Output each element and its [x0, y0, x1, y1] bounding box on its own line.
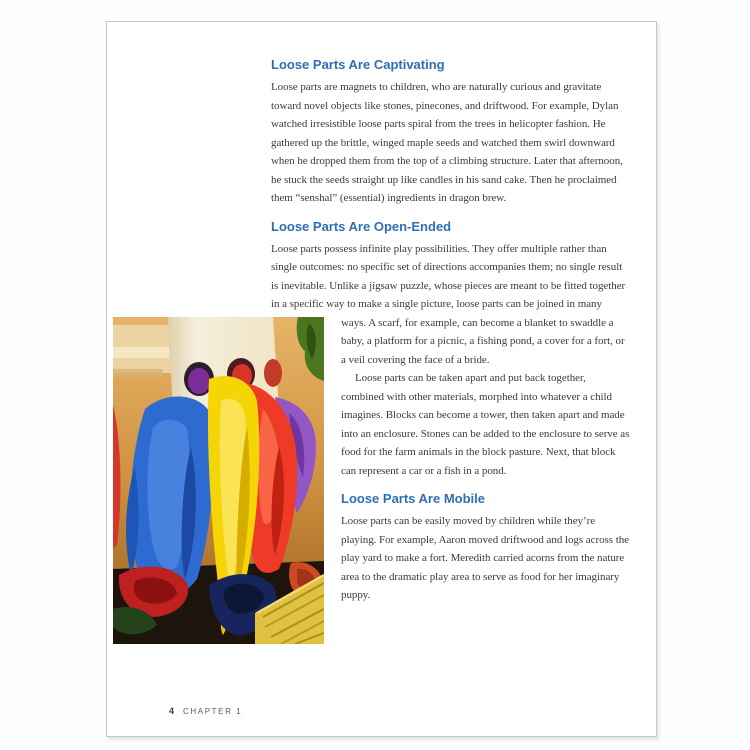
- paragraph-captivating: Loose parts are magnets to children, who are naturally curious and gravitate toward novel objects like stones, pinecones, and driftwood. For example, Dylan watched irresistible loose parts spiral from the trees in helicopter fashion. He gathered up the brittle, winged maple seeds and watched them swirl downward when he dropped them from the top of a climbing structure. Later that afternoon, he stuck the seeds straight up like candles in his sand cake. Then he proclaimed them “senshal” (essential) ingredients in dragon brew.: [271, 81, 623, 204]
- page-footer: [169, 706, 242, 716]
- section-heading-open-ended: Loose Parts Are Open-Ended: [271, 218, 452, 234]
- chapter-label: CHAPTER 1: [183, 707, 243, 716]
- text-wrap-zone: [271, 314, 631, 605]
- section-heading-captivating: Loose Parts Are Captivating: [271, 57, 445, 72]
- section-heading-mobile: Loose Parts Are Mobile: [341, 491, 485, 506]
- scarves-photo-art: [113, 317, 324, 644]
- paragraph-mobile: Loose parts can be easily moved by children while they’re playing. For example, Aaron moved driftwood and logs across the play yard to make a fort. Meredith carried acorns from the nature area to the dramatic play area to serve as food for her imaginary puppy.: [341, 515, 629, 601]
- page-number: 4: [169, 706, 175, 716]
- paragraph-open-ended-continued: Loose parts can be taken apart and put back together, combined with other materials, morphed into whatever a child imagines. Blocks can become a tower, then taken apart and made into an enclosure. Stones can be added to the enclosure to serve as food for the farm animals in the block pasture. Next, that block can represent a car or a fish in a pond.: [341, 372, 630, 477]
- book-page: [106, 21, 657, 737]
- paragraph-open-ended-wrap: ways. A scarf, for example, can become a blanket to swaddle a baby, a platform for a picnic, a fishing pond, a cover for a fort, or a veil covering the face of a bride.: [341, 316, 625, 366]
- page-content: [271, 57, 631, 652]
- paragraph-open-ended-start: Loose parts possess infinite play possibilities. They offer multiple rather than single outcomes: no specific set of directions accompanies them; no single result is inevitable. Unlike a jigsaw puzzle, whose pieces are meant to be fitted together in a specific way to make a single picture, loose parts can be joined in many: [271, 242, 626, 310]
- scarves-photo: [113, 317, 324, 644]
